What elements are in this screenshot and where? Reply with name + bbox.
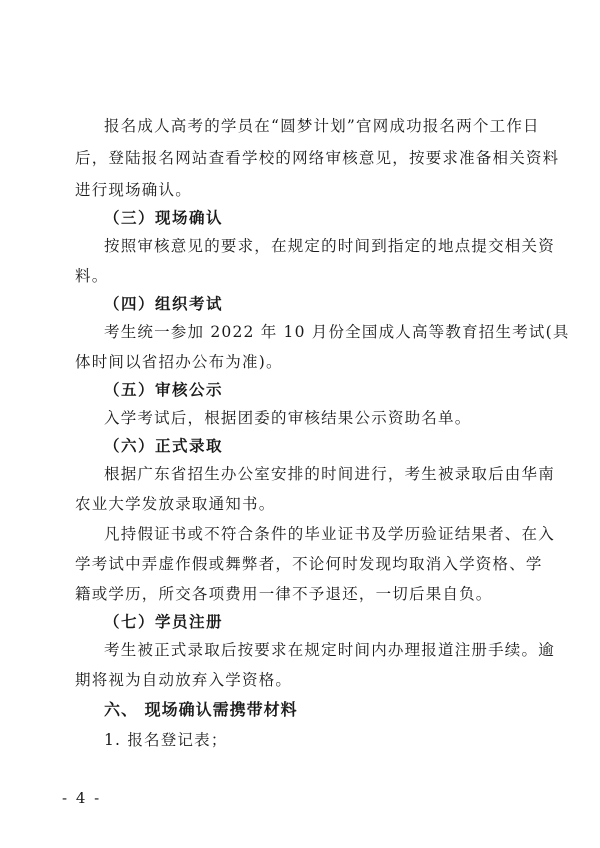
subheading-five: （五）审核公示 bbox=[104, 380, 224, 399]
paragraph-line: 入学考试后，根据团委的审核结果公示资助名单。 bbox=[104, 409, 472, 427]
paragraph-line: 考生统一参加 2022 年 10 月份全国成人高等教育招生考试(具 bbox=[104, 323, 570, 341]
section-heading-six: 六、 现场确认需携带材料 bbox=[104, 700, 298, 719]
subheading-three: （三）现场确认 bbox=[104, 208, 224, 227]
paragraph-line: 根据广东省招生办公室安排的时间进行，考生被录取后由华南 bbox=[104, 465, 555, 483]
paragraph-line: 农业大学发放录取通知书。 bbox=[75, 495, 276, 513]
paragraph-line: 考生被正式录取后按要求在规定时间内办理报道注册手续。逾 bbox=[104, 641, 555, 659]
paragraph-line: 按照审核意见的要求，在规定的时间到指定的地点提交相关资 bbox=[104, 237, 555, 255]
subheading-six: （六）正式录取 bbox=[104, 436, 224, 455]
paragraph-line: 籍或学历，所交各项费用一律不予退还，一切后果自负。 bbox=[75, 585, 493, 603]
paragraph-line: 学考试中弄虚作假或舞弊者，不论何时发现均取消入学资格、学 bbox=[75, 555, 543, 573]
paragraph-line: 料。 bbox=[75, 267, 109, 285]
page-number: - 4 - bbox=[62, 789, 102, 807]
paragraph-line: 进行现场确认。 bbox=[75, 181, 192, 199]
subheading-four: （四）组织考试 bbox=[104, 294, 224, 313]
paragraph-line: 凡持假证书或不符合条件的毕业证书及学历验证结果者、在入 bbox=[104, 525, 555, 543]
list-item: 1. 报名登记表； bbox=[104, 731, 228, 749]
paragraph-line: 报名成人高考的学员在“圆梦计划”官网成功报名两个工作日 bbox=[104, 117, 540, 135]
subheading-seven: （七）学员注册 bbox=[104, 612, 224, 631]
paragraph-line: 后，登陆报名网站查看学校的网络审核意见，按要求准备相关资料 bbox=[75, 149, 560, 167]
paragraph-line: 期将视为自动放弃入学资格。 bbox=[75, 671, 293, 689]
paragraph-line: 体时间以省招办公布为准)。 bbox=[75, 353, 283, 371]
